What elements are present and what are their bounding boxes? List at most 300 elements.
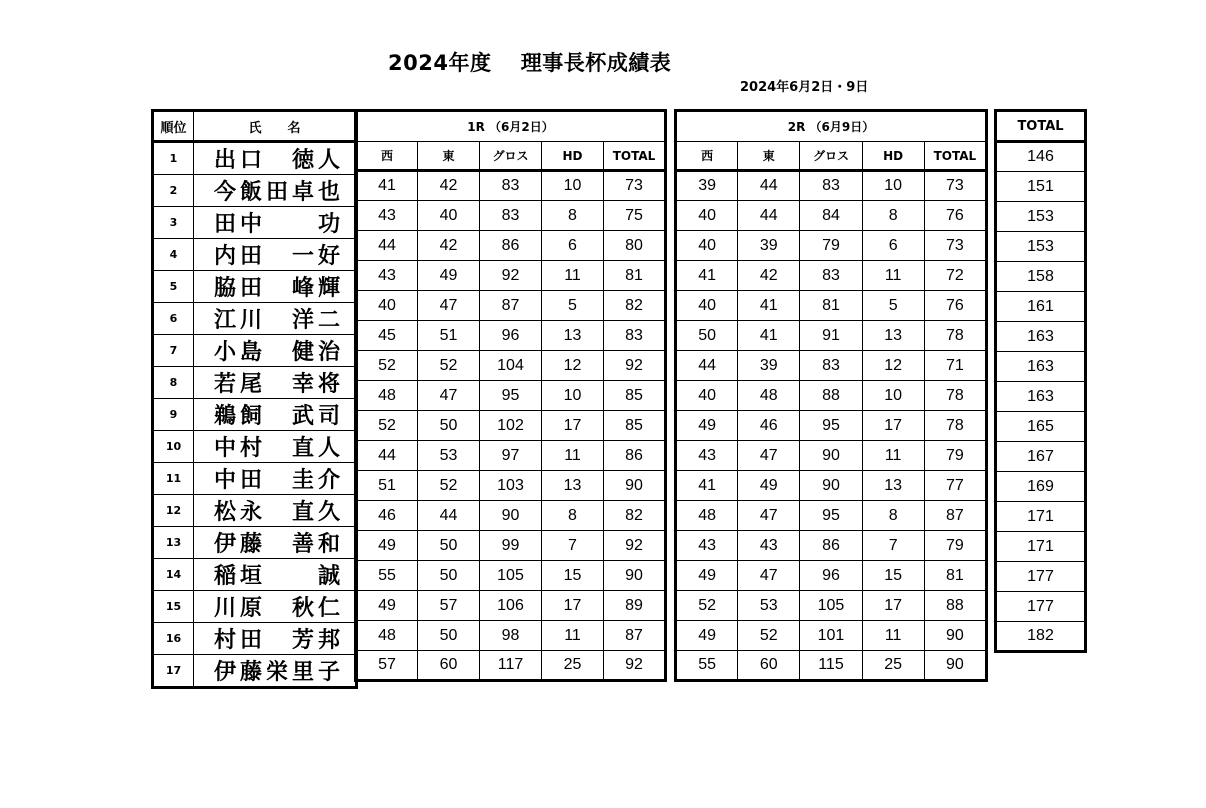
player-name-cell: 村田 芳邦 — [194, 623, 357, 655]
round2-header: 2R （6月9日） — [676, 111, 987, 142]
grand-total-header: TOTAL — [996, 111, 1086, 142]
rank-cell: 6 — [153, 303, 194, 335]
grand-total-cell: 167 — [996, 442, 1086, 472]
round1-hd-cell: 10 — [542, 171, 604, 201]
round1-gross-header: グロス — [480, 142, 542, 171]
round1-total-cell: 92 — [604, 651, 666, 681]
round1-gross-cell: 96 — [480, 321, 542, 351]
player-name-cell: 若尾 幸将 — [194, 367, 357, 399]
round1-hd-cell: 13 — [542, 471, 604, 501]
table-row — [996, 322, 1086, 352]
round1-east-cell: 50 — [418, 411, 480, 441]
page-title: 2024年度 理事長杯成績表 — [388, 51, 672, 75]
round2-west-cell: 49 — [676, 561, 738, 591]
table-row — [676, 471, 987, 501]
table-row — [153, 303, 357, 335]
round2-gross-cell: 101 — [800, 621, 862, 651]
round2-west-cell: 49 — [676, 411, 738, 441]
player-name-cell: 脇田 峰輝 — [194, 271, 357, 303]
round1-gross-cell: 87 — [480, 291, 542, 321]
table-row — [356, 411, 666, 441]
round1-hd-header: HD — [542, 142, 604, 171]
round2-total-cell: 72 — [924, 261, 986, 291]
table-row — [996, 352, 1086, 382]
table-row — [996, 232, 1086, 262]
rank-cell: 5 — [153, 271, 194, 303]
round2-hd-cell: 15 — [862, 561, 924, 591]
round1-total-cell: 92 — [604, 531, 666, 561]
round2-total-cell: 76 — [924, 291, 986, 321]
round1-gross-cell: 105 — [480, 561, 542, 591]
round2-hd-cell: 11 — [862, 621, 924, 651]
round2-west-cell: 39 — [676, 171, 738, 201]
round1-west-header: 西 — [356, 142, 418, 171]
round2-hd-cell: 10 — [862, 381, 924, 411]
table-row — [153, 367, 357, 399]
round1-gross-cell: 97 — [480, 441, 542, 471]
table-row — [676, 261, 987, 291]
table-row — [676, 501, 987, 531]
table-row — [153, 623, 357, 655]
round2-hd-cell: 13 — [862, 471, 924, 501]
rank-cell: 1 — [153, 142, 194, 175]
round1-table — [354, 109, 667, 682]
round2-gross-cell: 86 — [800, 531, 862, 561]
round1-hd-cell: 13 — [542, 321, 604, 351]
table-row — [676, 591, 987, 621]
table-row — [356, 591, 666, 621]
player-name-cell: 江川 洋二 — [194, 303, 357, 335]
round2-west-cell: 43 — [676, 441, 738, 471]
round1-hd-cell: 17 — [542, 591, 604, 621]
player-name-cell: 中村 直人 — [194, 431, 357, 463]
table-row — [356, 531, 666, 561]
rank-cell: 9 — [153, 399, 194, 431]
table-row — [356, 321, 666, 351]
round2-total-cell: 90 — [924, 651, 986, 681]
round1-west-cell: 41 — [356, 171, 418, 201]
round1-hd-cell: 11 — [542, 261, 604, 291]
table-row — [996, 292, 1086, 322]
round2-west-cell: 41 — [676, 471, 738, 501]
rank-cell: 11 — [153, 463, 194, 495]
round1-total-cell: 85 — [604, 381, 666, 411]
table-row — [676, 561, 987, 591]
player-name-cell: 田中 功 — [194, 207, 357, 239]
round1-gross-cell: 103 — [480, 471, 542, 501]
grand-total-cell: 153 — [996, 232, 1086, 262]
table-row — [676, 291, 987, 321]
round2-east-cell: 52 — [738, 621, 800, 651]
player-name-cell: 中田 圭介 — [194, 463, 357, 495]
round2-east-cell: 47 — [738, 561, 800, 591]
grand-total-cell: 177 — [996, 592, 1086, 622]
table-row — [356, 171, 666, 201]
grand-total-cell: 165 — [996, 412, 1086, 442]
round2-gross-cell: 91 — [800, 321, 862, 351]
round1-west-cell: 48 — [356, 381, 418, 411]
round1-east-cell: 50 — [418, 621, 480, 651]
round1-east-cell: 40 — [418, 201, 480, 231]
player-name-cell: 松永 直久 — [194, 495, 357, 527]
table-row — [356, 621, 666, 651]
round2-hd-cell: 25 — [862, 651, 924, 681]
round2-hd-cell: 11 — [862, 441, 924, 471]
round2-total-cell: 87 — [924, 501, 986, 531]
round2-total-cell: 78 — [924, 321, 986, 351]
round2-table — [674, 109, 988, 682]
round2-east-cell: 48 — [738, 381, 800, 411]
round1-gross-cell: 83 — [480, 171, 542, 201]
round2-east-cell: 41 — [738, 321, 800, 351]
table-row — [996, 412, 1086, 442]
name-header: 氏 名 — [194, 111, 357, 142]
round1-east-cell: 47 — [418, 291, 480, 321]
round1-west-cell: 43 — [356, 261, 418, 291]
round1-west-cell: 51 — [356, 471, 418, 501]
round1-total-cell: 85 — [604, 411, 666, 441]
round2-hd-cell: 13 — [862, 321, 924, 351]
round1-header: 1R （6月2日） — [356, 111, 666, 142]
round2-gross-cell: 83 — [800, 261, 862, 291]
round2-hd-cell: 6 — [862, 231, 924, 261]
rank-name-table — [151, 109, 358, 689]
round1-total-cell: 90 — [604, 471, 666, 501]
rank-cell: 7 — [153, 335, 194, 367]
round1-east-cell: 42 — [418, 231, 480, 261]
player-name-cell: 出口 徳人 — [194, 142, 357, 175]
round1-total-cell: 81 — [604, 261, 666, 291]
table-row — [996, 442, 1086, 472]
table-row — [153, 335, 357, 367]
round2-west-cell: 40 — [676, 291, 738, 321]
player-name-cell: 小島 健治 — [194, 335, 357, 367]
table-row — [153, 495, 357, 527]
round1-east-header: 東 — [418, 142, 480, 171]
round2-total-cell: 79 — [924, 531, 986, 561]
round2-hd-cell: 12 — [862, 351, 924, 381]
rank-cell: 4 — [153, 239, 194, 271]
table-row — [676, 201, 987, 231]
table-row — [676, 621, 987, 651]
round1-east-cell: 49 — [418, 261, 480, 291]
round1-total-header: TOTAL — [604, 142, 666, 171]
grand-total-cell: 163 — [996, 322, 1086, 352]
round2-east-cell: 44 — [738, 201, 800, 231]
table-row — [996, 532, 1086, 562]
rank-header: 順位 — [153, 111, 194, 142]
round1-hd-cell: 17 — [542, 411, 604, 441]
grand-total-cell: 158 — [996, 262, 1086, 292]
round1-west-cell: 57 — [356, 651, 418, 681]
rank-cell: 3 — [153, 207, 194, 239]
round2-hd-cell: 17 — [862, 411, 924, 441]
table-row — [153, 239, 357, 271]
round2-gross-cell: 95 — [800, 501, 862, 531]
player-name-cell: 鵜飼 武司 — [194, 399, 357, 431]
round1-west-cell: 52 — [356, 411, 418, 441]
round2-west-cell: 40 — [676, 201, 738, 231]
round1-west-cell: 49 — [356, 531, 418, 561]
round2-east-cell: 39 — [738, 351, 800, 381]
event-date: 2024年6月2日・9日 — [740, 80, 869, 95]
table-row — [153, 431, 357, 463]
table-row — [996, 172, 1086, 202]
table-row — [153, 207, 357, 239]
grand-total-cell: 153 — [996, 202, 1086, 232]
round2-gross-cell: 83 — [800, 351, 862, 381]
round2-east-cell: 43 — [738, 531, 800, 561]
round2-west-header: 西 — [676, 142, 738, 171]
grand-total-cell: 163 — [996, 382, 1086, 412]
round2-total-cell: 73 — [924, 231, 986, 261]
round2-east-cell: 39 — [738, 231, 800, 261]
round2-gross-cell: 88 — [800, 381, 862, 411]
round2-east-cell: 60 — [738, 651, 800, 681]
player-name-cell: 稲垣 誠 — [194, 559, 357, 591]
table-row — [356, 291, 666, 321]
round1-gross-cell: 86 — [480, 231, 542, 261]
round2-gross-cell: 115 — [800, 651, 862, 681]
table-row — [356, 201, 666, 231]
round1-east-cell: 50 — [418, 561, 480, 591]
round2-east-cell: 47 — [738, 501, 800, 531]
table-row — [356, 261, 666, 291]
round2-west-cell: 40 — [676, 231, 738, 261]
round1-gross-cell: 117 — [480, 651, 542, 681]
player-name-cell: 伊藤栄里子 — [194, 655, 357, 688]
round2-total-cell: 90 — [924, 621, 986, 651]
round1-east-cell: 60 — [418, 651, 480, 681]
table-row — [996, 592, 1086, 622]
round1-east-cell: 50 — [418, 531, 480, 561]
round1-west-cell: 49 — [356, 591, 418, 621]
round1-west-cell: 46 — [356, 501, 418, 531]
round1-total-cell: 82 — [604, 291, 666, 321]
round1-gross-cell: 104 — [480, 351, 542, 381]
grand-total-cell: 171 — [996, 532, 1086, 562]
table-row — [356, 471, 666, 501]
round1-west-cell: 52 — [356, 351, 418, 381]
grand-total-cell: 161 — [996, 292, 1086, 322]
table-row — [676, 531, 987, 561]
round1-total-cell: 73 — [604, 171, 666, 201]
round1-east-cell: 57 — [418, 591, 480, 621]
round2-hd-header: HD — [862, 142, 924, 171]
round2-total-cell: 77 — [924, 471, 986, 501]
table-row — [676, 411, 987, 441]
table-row — [676, 441, 987, 471]
table-row — [676, 351, 987, 381]
rank-cell: 12 — [153, 495, 194, 527]
round2-gross-cell: 90 — [800, 441, 862, 471]
player-name-cell: 伊藤 善和 — [194, 527, 357, 559]
round2-west-cell: 50 — [676, 321, 738, 351]
table-row — [996, 382, 1086, 412]
round1-hd-cell: 8 — [542, 201, 604, 231]
round2-west-cell: 41 — [676, 261, 738, 291]
round1-east-cell: 51 — [418, 321, 480, 351]
round2-gross-cell: 95 — [800, 411, 862, 441]
round1-west-cell: 43 — [356, 201, 418, 231]
table-row — [153, 655, 357, 688]
round1-hd-cell: 10 — [542, 381, 604, 411]
table-row — [356, 351, 666, 381]
round2-gross-cell: 96 — [800, 561, 862, 591]
round2-east-cell: 53 — [738, 591, 800, 621]
player-name-cell: 川原 秋仁 — [194, 591, 357, 623]
round1-east-cell: 52 — [418, 471, 480, 501]
round1-total-cell: 92 — [604, 351, 666, 381]
round2-east-cell: 41 — [738, 291, 800, 321]
rank-cell: 14 — [153, 559, 194, 591]
round2-gross-cell: 105 — [800, 591, 862, 621]
round2-total-cell: 76 — [924, 201, 986, 231]
table-row — [996, 502, 1086, 532]
round2-west-cell: 49 — [676, 621, 738, 651]
round1-west-cell: 45 — [356, 321, 418, 351]
round2-hd-cell: 17 — [862, 591, 924, 621]
round2-gross-cell: 81 — [800, 291, 862, 321]
round2-total-cell: 78 — [924, 381, 986, 411]
table-row — [153, 591, 357, 623]
round1-west-cell: 44 — [356, 441, 418, 471]
table-row — [356, 501, 666, 531]
table-row — [996, 262, 1086, 292]
round1-hd-cell: 25 — [542, 651, 604, 681]
round2-hd-cell: 8 — [862, 501, 924, 531]
round1-hd-cell: 7 — [542, 531, 604, 561]
table-row — [356, 651, 666, 681]
round1-west-cell: 48 — [356, 621, 418, 651]
round2-hd-cell: 7 — [862, 531, 924, 561]
round2-total-cell: 88 — [924, 591, 986, 621]
table-row — [676, 171, 987, 201]
round1-hd-cell: 11 — [542, 441, 604, 471]
table-row — [153, 271, 357, 303]
round1-gross-cell: 92 — [480, 261, 542, 291]
round2-east-cell: 42 — [738, 261, 800, 291]
round2-gross-cell: 84 — [800, 201, 862, 231]
table-row — [356, 561, 666, 591]
round1-total-cell: 75 — [604, 201, 666, 231]
round1-total-cell: 87 — [604, 621, 666, 651]
round1-east-cell: 53 — [418, 441, 480, 471]
round1-east-cell: 47 — [418, 381, 480, 411]
round1-gross-cell: 98 — [480, 621, 542, 651]
round1-gross-cell: 106 — [480, 591, 542, 621]
round1-gross-cell: 99 — [480, 531, 542, 561]
round1-west-cell: 55 — [356, 561, 418, 591]
round2-east-cell: 44 — [738, 171, 800, 201]
table-row — [356, 381, 666, 411]
round2-total-cell: 73 — [924, 171, 986, 201]
round2-west-cell: 52 — [676, 591, 738, 621]
round2-total-cell: 81 — [924, 561, 986, 591]
round1-total-cell: 90 — [604, 561, 666, 591]
table-row — [153, 399, 357, 431]
grand-total-cell: 171 — [996, 502, 1086, 532]
grand-total-table — [994, 109, 1087, 653]
table-row — [676, 321, 987, 351]
grand-total-cell: 177 — [996, 562, 1086, 592]
round1-total-cell: 80 — [604, 231, 666, 261]
round2-hd-cell: 10 — [862, 171, 924, 201]
table-row — [153, 559, 357, 591]
round1-gross-cell: 95 — [480, 381, 542, 411]
round1-east-cell: 52 — [418, 351, 480, 381]
round1-gross-cell: 102 — [480, 411, 542, 441]
table-row — [996, 562, 1086, 592]
round1-total-cell: 86 — [604, 441, 666, 471]
round2-east-cell: 47 — [738, 441, 800, 471]
round2-west-cell: 43 — [676, 531, 738, 561]
round2-west-cell: 55 — [676, 651, 738, 681]
round1-total-cell: 89 — [604, 591, 666, 621]
round2-total-cell: 78 — [924, 411, 986, 441]
round1-hd-cell: 11 — [542, 621, 604, 651]
round2-total-cell: 79 — [924, 441, 986, 471]
round2-east-header: 東 — [738, 142, 800, 171]
round1-total-cell: 83 — [604, 321, 666, 351]
round1-east-cell: 42 — [418, 171, 480, 201]
rank-cell: 17 — [153, 655, 194, 688]
grand-total-cell: 151 — [996, 172, 1086, 202]
round2-gross-cell: 90 — [800, 471, 862, 501]
round2-hd-cell: 11 — [862, 261, 924, 291]
table-row — [676, 651, 987, 681]
player-name-cell: 内田 一好 — [194, 239, 357, 271]
round1-east-cell: 44 — [418, 501, 480, 531]
table-row — [356, 441, 666, 471]
round1-hd-cell: 8 — [542, 501, 604, 531]
round1-west-cell: 44 — [356, 231, 418, 261]
table-row — [996, 142, 1086, 172]
table-row — [153, 527, 357, 559]
round1-hd-cell: 6 — [542, 231, 604, 261]
round1-hd-cell: 5 — [542, 291, 604, 321]
round1-gross-cell: 83 — [480, 201, 542, 231]
round2-gross-header: グロス — [800, 142, 862, 171]
rank-cell: 13 — [153, 527, 194, 559]
round2-east-cell: 49 — [738, 471, 800, 501]
round2-west-cell: 44 — [676, 351, 738, 381]
round2-hd-cell: 5 — [862, 291, 924, 321]
table-row — [153, 175, 357, 207]
round1-total-cell: 82 — [604, 501, 666, 531]
grand-total-cell: 169 — [996, 472, 1086, 502]
round2-total-header: TOTAL — [924, 142, 986, 171]
table-row — [153, 463, 357, 495]
round1-hd-cell: 15 — [542, 561, 604, 591]
rank-cell: 15 — [153, 591, 194, 623]
round2-gross-cell: 83 — [800, 171, 862, 201]
round2-total-cell: 71 — [924, 351, 986, 381]
round2-hd-cell: 8 — [862, 201, 924, 231]
grand-total-cell: 163 — [996, 352, 1086, 382]
grand-total-cell: 182 — [996, 622, 1086, 652]
grand-total-cell: 146 — [996, 142, 1086, 172]
rank-cell: 10 — [153, 431, 194, 463]
rank-cell: 2 — [153, 175, 194, 207]
table-row — [676, 231, 987, 261]
rank-cell: 8 — [153, 367, 194, 399]
round2-east-cell: 46 — [738, 411, 800, 441]
round2-west-cell: 48 — [676, 501, 738, 531]
table-row — [676, 381, 987, 411]
table-row — [356, 231, 666, 261]
round2-west-cell: 40 — [676, 381, 738, 411]
